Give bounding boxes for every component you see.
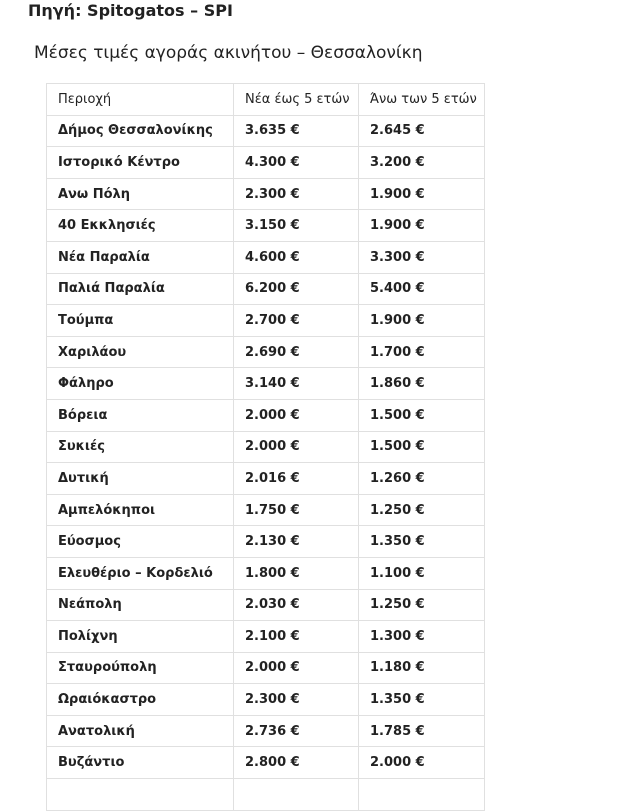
area-cell: Νεάπολη (47, 589, 234, 621)
header-area: Περιοχή (47, 84, 234, 116)
table-row (47, 147, 485, 179)
price-new-cell: 3.140 € (234, 368, 359, 400)
area-cell: Τούμπα (47, 305, 234, 337)
price-new-cell: 2.100 € (234, 621, 359, 653)
table-row (47, 526, 485, 558)
price-new-cell: 2.736 € (234, 715, 359, 747)
price-new-cell: 2.300 € (234, 178, 359, 210)
price-old-cell: 2.000 € (359, 747, 485, 779)
price-old-cell: 1.785 € (359, 715, 485, 747)
price-new-cell: 2.800 € (234, 747, 359, 779)
price-new-cell (234, 779, 359, 811)
price-new-cell: 3.150 € (234, 210, 359, 242)
price-old-cell: 2.645 € (359, 115, 485, 147)
table-row (47, 273, 485, 305)
price-old-cell: 1.900 € (359, 210, 485, 242)
area-cell: Βόρεια (47, 399, 234, 431)
area-cell: Βυζάντιο (47, 747, 234, 779)
price-new-cell: 1.800 € (234, 557, 359, 589)
table-row (47, 115, 485, 147)
area-cell: Εύοσμος (47, 526, 234, 558)
price-old-cell: 1.300 € (359, 621, 485, 653)
area-cell: Ανατολική (47, 715, 234, 747)
header-new-up-to-5-years: Νέα έως 5 ετών (234, 84, 359, 116)
table-heading: Μέσες τιμές αγοράς ακινήτου – Θεσσαλονίκη (34, 43, 423, 63)
price-old-cell (359, 779, 485, 811)
table-row (47, 589, 485, 621)
price-new-cell: 6.200 € (234, 273, 359, 305)
price-new-cell: 2.000 € (234, 399, 359, 431)
price-old-cell: 1.500 € (359, 431, 485, 463)
area-cell: Παλιά Παραλία (47, 273, 234, 305)
price-new-cell: 2.300 € (234, 684, 359, 716)
area-cell: Δυτική (47, 463, 234, 495)
table-row (47, 368, 485, 400)
price-new-cell: 3.635 € (234, 115, 359, 147)
area-cell: Φάληρο (47, 368, 234, 400)
area-cell: Ελευθέριο – Κορδελιό (47, 557, 234, 589)
price-new-cell: 2.016 € (234, 463, 359, 495)
price-old-cell: 1.860 € (359, 368, 485, 400)
table-row (47, 684, 485, 716)
table-row (47, 210, 485, 242)
price-old-cell: 1.350 € (359, 684, 485, 716)
area-cell: Σταυρούπολη (47, 652, 234, 684)
price-table-body (47, 115, 485, 810)
price-old-cell: 1.700 € (359, 336, 485, 368)
area-cell: 40 Εκκλησιές (47, 210, 234, 242)
table-row (47, 305, 485, 337)
source-note: Πηγή: Spitogatos – SPI (28, 1, 233, 20)
price-old-cell: 1.500 € (359, 399, 485, 431)
header-over-5-years: Άνω των 5 ετών (359, 84, 485, 116)
header-row (47, 84, 485, 116)
price-new-cell: 1.750 € (234, 494, 359, 526)
area-cell: Δήμος Θεσσαλονίκης (47, 115, 234, 147)
price-old-cell: 1.900 € (359, 178, 485, 210)
table-row (47, 557, 485, 589)
price-new-cell: 4.600 € (234, 241, 359, 273)
table-row (47, 431, 485, 463)
price-table (46, 83, 485, 811)
table-row (47, 241, 485, 273)
price-old-cell: 1.250 € (359, 494, 485, 526)
price-old-cell: 1.100 € (359, 557, 485, 589)
area-cell: Ανω Πόλη (47, 178, 234, 210)
area-cell: Ιστορικό Κέντρο (47, 147, 234, 179)
price-new-cell: 2.700 € (234, 305, 359, 337)
area-cell: Χαριλάου (47, 336, 234, 368)
area-cell: Αμπελόκηποι (47, 494, 234, 526)
area-cell: Πολίχνη (47, 621, 234, 653)
price-new-cell: 2.000 € (234, 652, 359, 684)
table-row (47, 494, 485, 526)
table-row (47, 715, 485, 747)
area-cell: Νέα Παραλία (47, 241, 234, 273)
price-new-cell: 2.030 € (234, 589, 359, 621)
area-cell: Συκιές (47, 431, 234, 463)
price-old-cell: 1.260 € (359, 463, 485, 495)
price-old-cell: 5.400 € (359, 273, 485, 305)
area-cell (47, 779, 234, 811)
area-cell: Ωραιόκαστρο (47, 684, 234, 716)
table-row (47, 747, 485, 779)
table-row (47, 399, 485, 431)
table-row (47, 463, 485, 495)
price-old-cell: 3.200 € (359, 147, 485, 179)
table-row (47, 336, 485, 368)
price-old-cell: 1.180 € (359, 652, 485, 684)
price-new-cell: 4.300 € (234, 147, 359, 179)
table-row (47, 178, 485, 210)
table-row (47, 779, 485, 811)
price-new-cell: 2.000 € (234, 431, 359, 463)
table-row (47, 652, 485, 684)
price-old-cell: 3.300 € (359, 241, 485, 273)
price-old-cell: 1.250 € (359, 589, 485, 621)
price-old-cell: 1.350 € (359, 526, 485, 558)
price-new-cell: 2.690 € (234, 336, 359, 368)
price-new-cell: 2.130 € (234, 526, 359, 558)
price-old-cell: 1.900 € (359, 305, 485, 337)
table-row (47, 621, 485, 653)
price-table-header (47, 84, 485, 116)
